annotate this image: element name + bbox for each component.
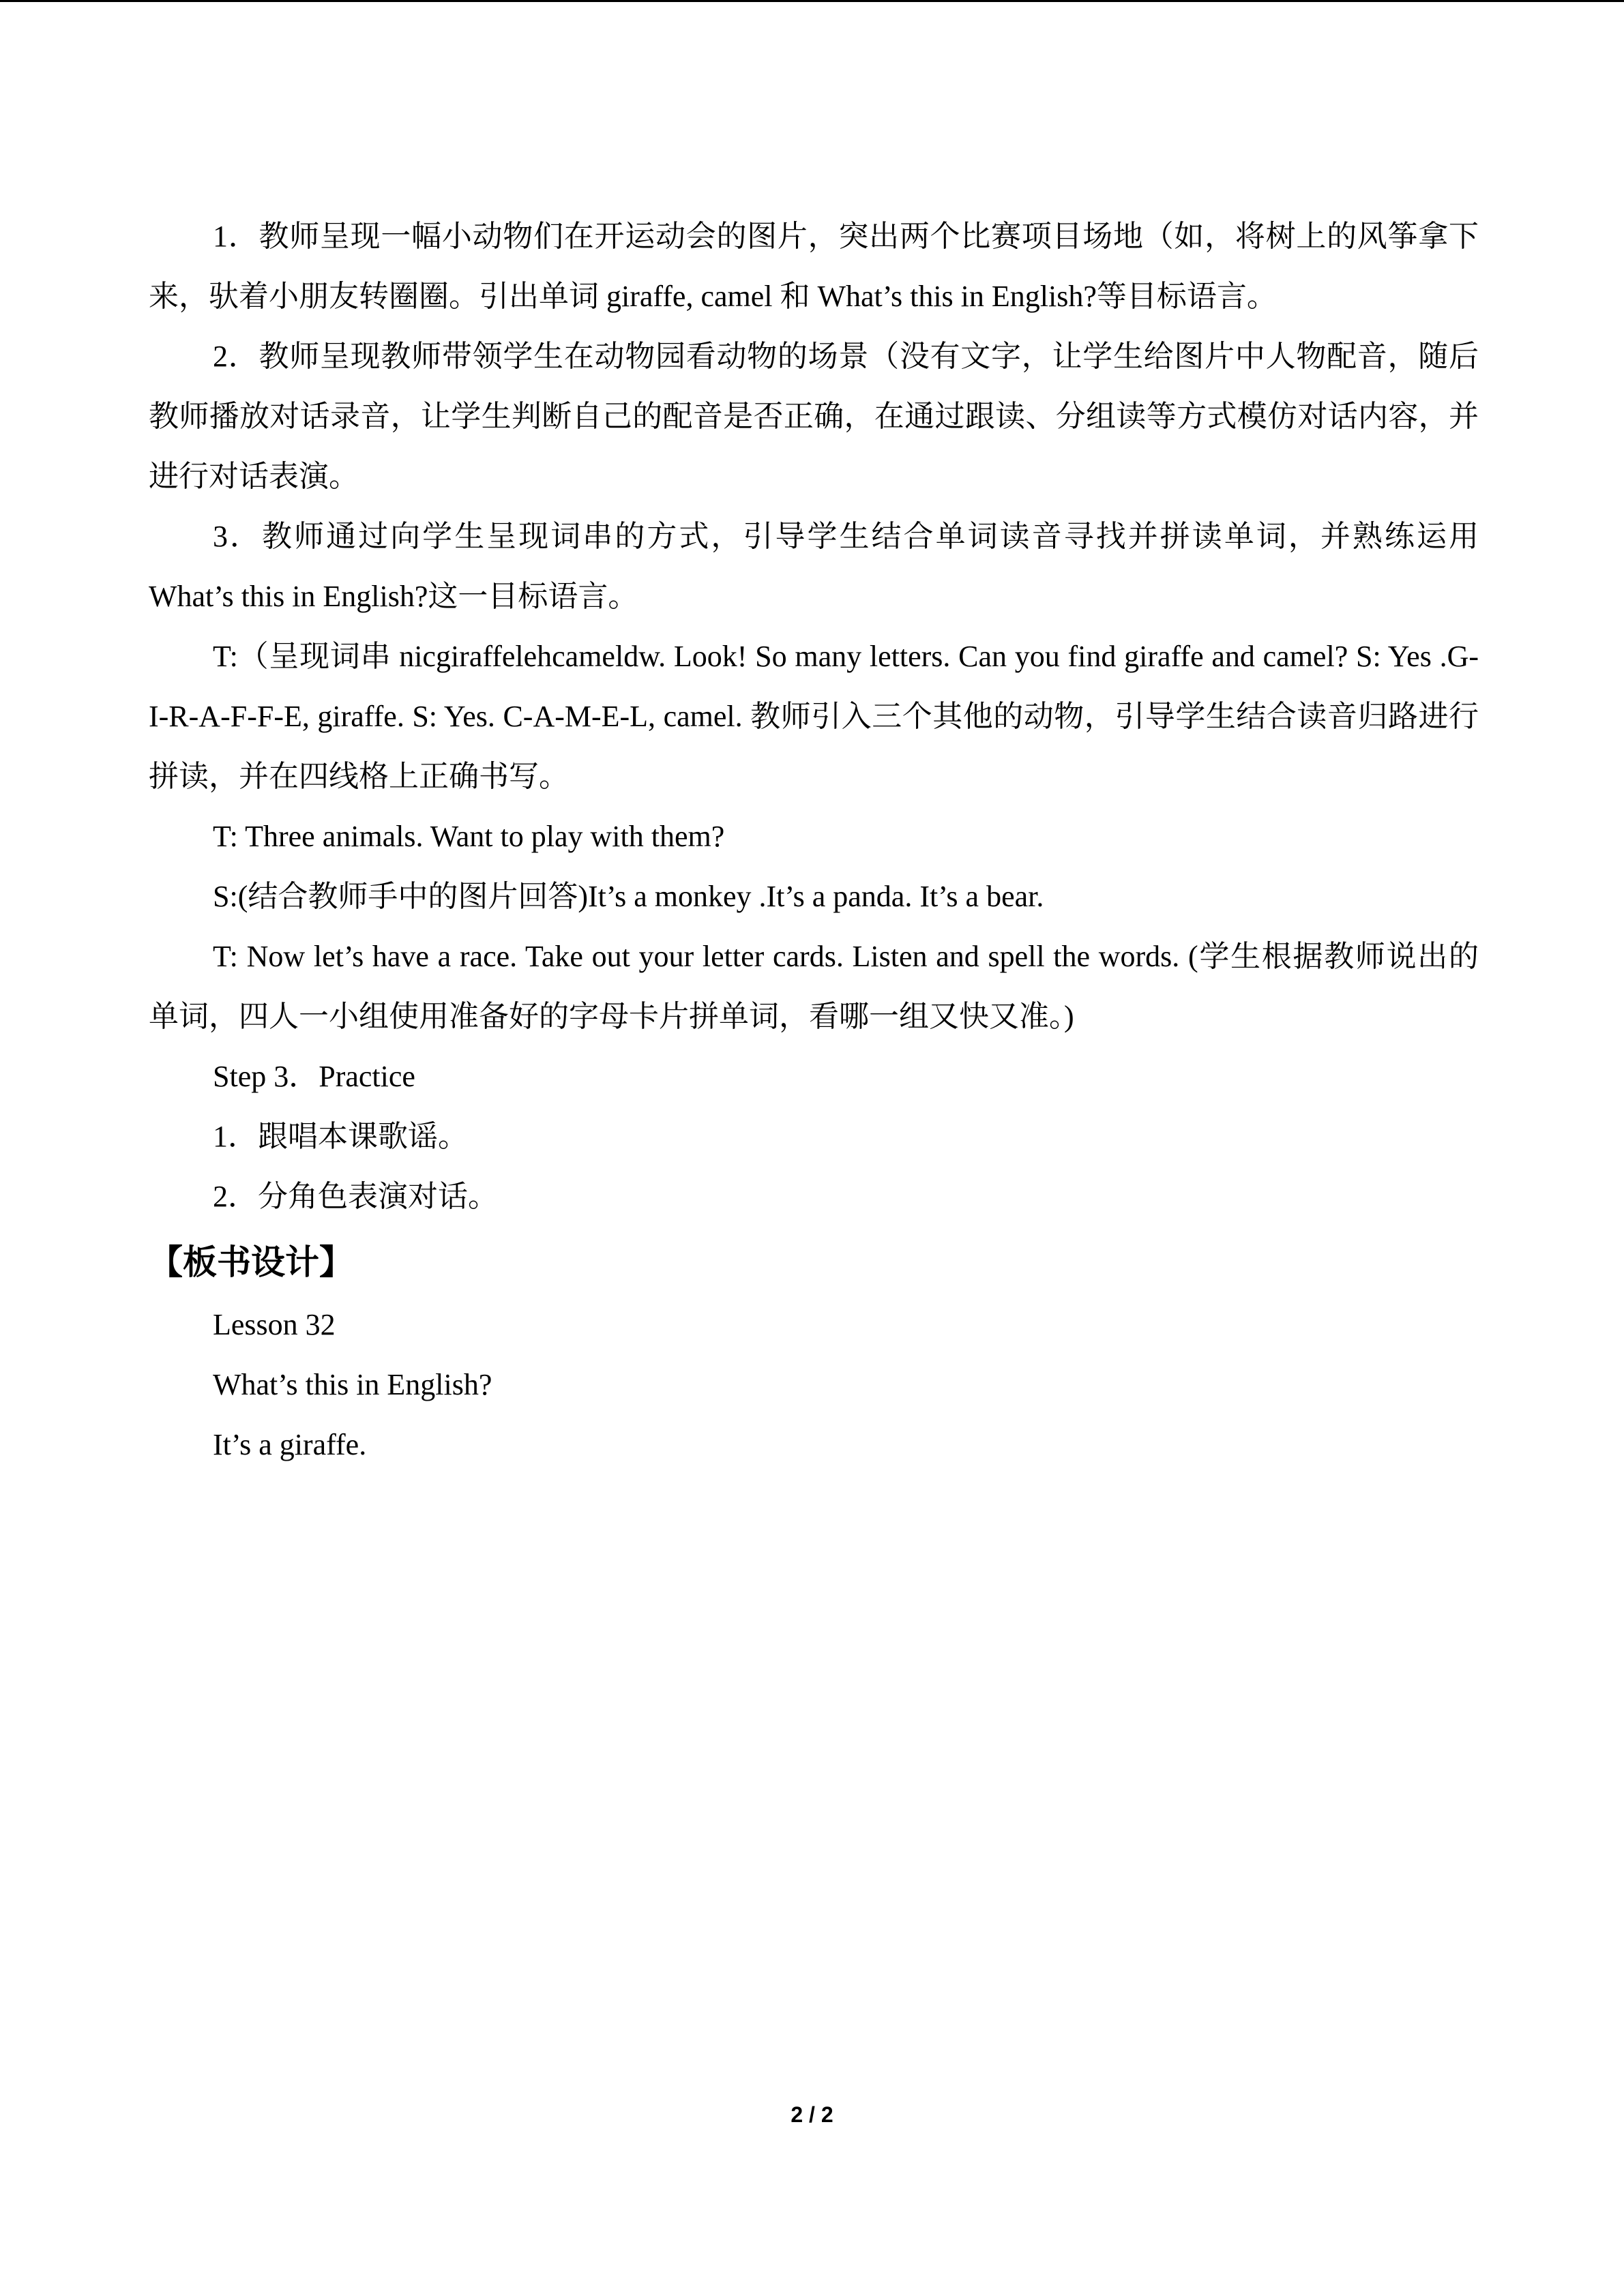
board-design-section — [149, 1229, 1479, 1475]
board-line-question: What’s this in English? — [213, 1368, 492, 1401]
procedure-step-3: 3．教师通过向学生呈现词串的方式，引导学生结合单词读音寻找并拼读单词，并熟练运用 What’s this in English?这一目标语言。 — [149, 520, 1479, 613]
practice-item-1: 1．跟唱本课歌谣。 — [213, 1120, 468, 1153]
dialogue-race-line: T: Now let’s have a race. Take out your letter cards. Listen and spell the words. (学生根据教师说出的单词，四人一小组使用准备好的字母卡片拼单词，看哪一组又快又准。) — [149, 940, 1479, 1033]
dialogue-teacher-line: T: Three animals. Want to play with them? — [213, 820, 725, 853]
dialogue-word-string: T:（呈现词串 nicgiraffelehcameldw. Look! So many letters. Can you find giraffe and camel? S: Yes .G-I-R-A-F-F-E, giraffe. S: Yes. C-A-M-E-L, camel. 教师引入三个其他的动物，引导学生结合读音归路进行拼读，并在四线格上正确书写。 — [149, 640, 1479, 793]
procedure-step-1: 1．教师呈现一幅小动物们在开运动会的图片，突出两个比赛项目场地（如，将树上的风筝拿下来，驮着小朋友转圈圈。引出单词 giraffe, camel 和 What’s this in English?等目标语言。 — [149, 220, 1479, 313]
dialogue-student-line: S:(结合教师手中的图片回答)It’s a monkey .It’s a panda. It’s a bear. — [213, 880, 1044, 913]
section-heading: 【板书设计】 — [149, 1242, 353, 1282]
board-line-lesson: Lesson 32 — [213, 1308, 336, 1341]
procedure-text — [149, 207, 1479, 1227]
page-number: 2 / 2 — [791, 2102, 833, 2127]
practice-item-2: 2．分角色表演对话。 — [213, 1180, 498, 1213]
procedure-step-2: 2．教师呈现教师带领学生在动物园看动物的场景（没有文字，让学生给图片中人物配音，随后教师播放对话录音，让学生判断自己的配音是否正确，在通过跟读、分组读等方式模仿对话内容，并进行对话表演。 — [149, 340, 1479, 493]
step-3-heading: Step 3．Practice — [213, 1060, 415, 1093]
board-line-answer: It’s a giraffe. — [213, 1428, 367, 1461]
